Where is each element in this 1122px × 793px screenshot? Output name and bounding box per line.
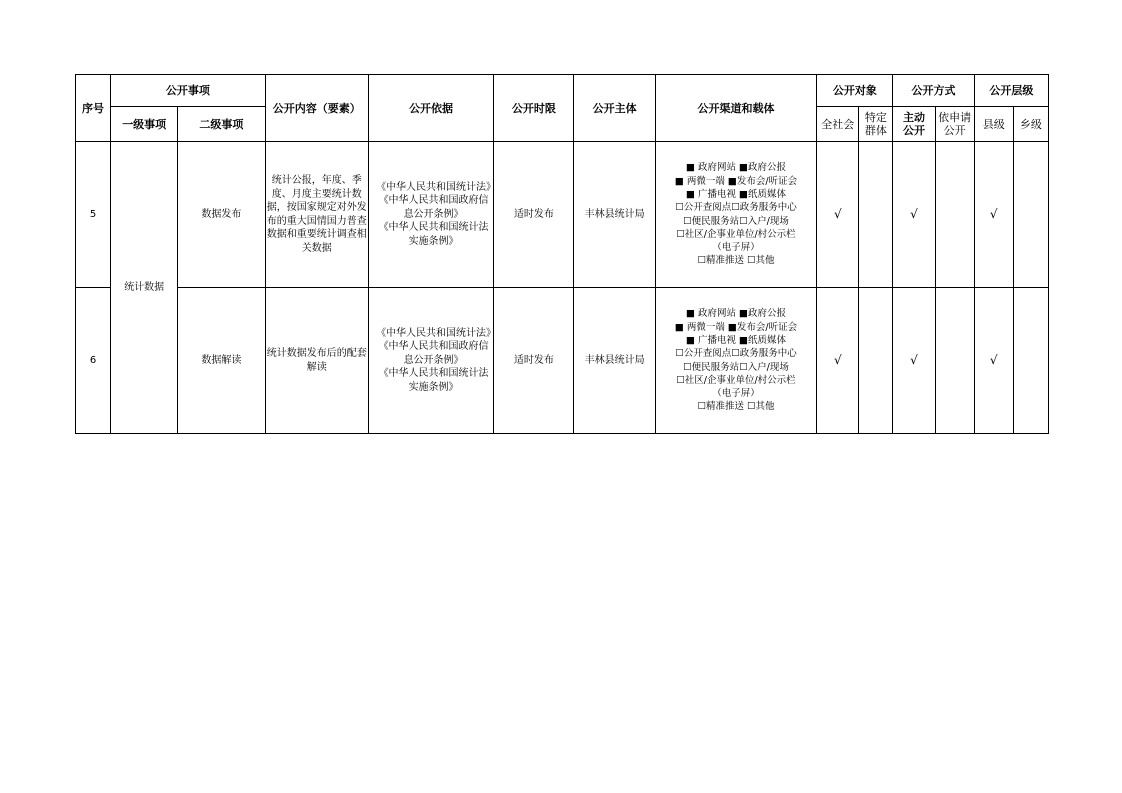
channel-line: （电子屏）: [712, 242, 760, 254]
disclosure-table: [75, 74, 1049, 434]
row-seq: 6: [76, 288, 111, 434]
header-method-group: 公开方式: [893, 75, 974, 107]
row-method-active-check: √: [893, 288, 935, 434]
channel-line: ■ 政府网站 ■政府公报: [685, 308, 786, 320]
row-subject: 丰林县统计局: [574, 288, 655, 434]
channel-line: ☐公开查阅点☐政务服务中心: [675, 202, 797, 214]
row-channels: [655, 288, 816, 434]
header-level-town: 乡级: [1013, 107, 1048, 142]
row-basis: 《中华人民共和国统计法》《中华人民共和国政府信息公开条例》 《中华人民共和国统计法实施条例》: [368, 142, 493, 288]
channel-line: ☐精准推送 ☐其他: [697, 401, 775, 413]
header-level-group: 公开层级: [974, 75, 1048, 107]
row-level2: 数据解读: [178, 288, 265, 434]
row-method-request-check: [935, 288, 974, 434]
header-subject: 公开主体: [574, 75, 655, 142]
channel-line: （电子屏）: [712, 388, 760, 400]
table-row: [76, 142, 1049, 288]
table-header: [76, 75, 1049, 142]
row-time-limit: 适时发布: [494, 142, 574, 288]
row-channels: [655, 142, 816, 288]
header-level-county: 县级: [974, 107, 1013, 142]
header-items-group: 公开事项: [111, 75, 265, 107]
row-level-town-check: [1013, 142, 1048, 288]
header-time-limit: 公开时限: [494, 75, 574, 142]
row-target-all-check: √: [817, 288, 859, 434]
header-target-all: 全社会: [817, 107, 859, 142]
header-target-specific: 特定 群体: [859, 107, 893, 142]
channel-line: ■ 两微一端 ■发布会/听证会: [674, 321, 798, 333]
header-method-request: 依申请 公开: [935, 107, 974, 142]
channel-line: ☐便民服务站☐入户/现场: [683, 361, 789, 373]
header-target-group: 公开对象: [817, 75, 893, 107]
row-seq: 5: [76, 142, 111, 288]
header-method-active: 主动 公开: [893, 107, 935, 142]
channel-line: ■ 政府网站 ■政府公报: [685, 162, 786, 174]
channel-line: ☐便民服务站☐入户/现场: [683, 215, 789, 227]
header-seq: 序号: [76, 75, 111, 142]
row-content: 统计公报，年度、季度、月度主要统计数据，按国家规定对外发布的重大国情国力普查数据和重要统计调查相关数据: [265, 142, 368, 288]
table-row: [76, 288, 1049, 434]
row-method-request-check: [935, 142, 974, 288]
header-content: 公开内容（要素）: [265, 75, 368, 142]
row-subject: 丰林县统计局: [574, 142, 655, 288]
row-level1-group: 统计数据: [111, 142, 178, 434]
header-basis: 公开依据: [368, 75, 493, 142]
row-target-all-check: √: [817, 142, 859, 288]
row-content: 统计数据发布后的配套解读: [265, 288, 368, 434]
row-level2: 数据发布: [178, 142, 265, 288]
row-time-limit: 适时发布: [494, 288, 574, 434]
channel-line: ■ 广播电视 ■纸质媒体: [685, 188, 786, 200]
row-target-specific-check: [859, 288, 893, 434]
row-level-town-check: [1013, 288, 1048, 434]
table-body: [76, 142, 1049, 434]
channel-line: ■ 两微一端 ■发布会/听证会: [674, 175, 798, 187]
row-basis: 《中华人民共和国统计法》《中华人民共和国政府信息公开条例》 《中华人民共和国统计法实施条例》: [368, 288, 493, 434]
channel-line: ☐公开查阅点☐政务服务中心: [675, 348, 797, 360]
channel-line: ☐精准推送 ☐其他: [697, 255, 775, 267]
channel-line: ☐社区/企事业单位/村公示栏: [676, 374, 796, 386]
channel-line: ■ 广播电视 ■纸质媒体: [685, 334, 786, 346]
row-level-county-check: √: [974, 288, 1013, 434]
channel-line: ☐社区/企事业单位/村公示栏: [676, 228, 796, 240]
row-method-active-check: √: [893, 142, 935, 288]
row-target-specific-check: [859, 142, 893, 288]
header-level2: 二级事项: [178, 107, 265, 142]
header-channel: 公开渠道和载体: [655, 75, 816, 142]
row-level-county-check: √: [974, 142, 1013, 288]
header-level1: 一级事项: [111, 107, 178, 142]
